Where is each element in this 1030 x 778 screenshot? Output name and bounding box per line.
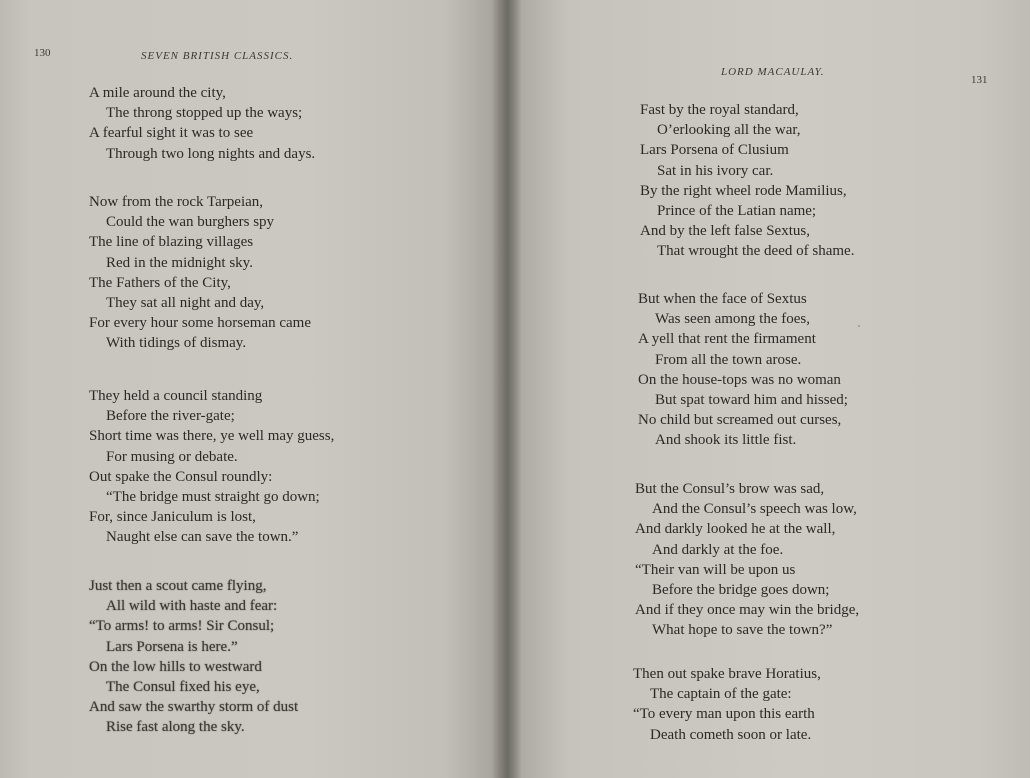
verse-line: “To every man upon this earth [633, 706, 815, 723]
left-stanza-1 [89, 83, 315, 164]
verse-line: And shook its little fist. [655, 432, 797, 449]
right-page [506, 0, 1030, 778]
verse-line: Red in the midnight sky. [106, 254, 253, 271]
right-stanza-3 [635, 479, 859, 641]
verse-line: Just then a scout came flying, [89, 578, 267, 594]
right-running-head: LORD MACAULAY. [721, 66, 825, 78]
verse-line: With tidings of dismay. [106, 335, 247, 352]
verse-line: “To arms! to arms! Sir Consul; [89, 618, 275, 635]
verse-line: Lars Porsena of Clusium [640, 142, 789, 159]
right-stanza-4 [633, 664, 821, 745]
verse-line: For every hour some horseman came [89, 315, 312, 332]
verse-line: And saw the swarthy storm of dust [89, 699, 299, 716]
verse-line: On the house-tops was no woman [638, 371, 841, 388]
verse-line: They held a council standing [89, 388, 263, 404]
verse-line: Could the wan burghers spy [106, 214, 275, 231]
verse-line: But spat toward him and hissed; [655, 392, 848, 409]
verse-line: The Fathers of the City, [89, 274, 231, 291]
verse-line: For, since Janiculum is lost, [89, 509, 256, 526]
ink-speck [858, 325, 860, 327]
verse-line: Naught else can save the town.” [106, 529, 299, 546]
verse-line: Short time was there, ye well may guess, [89, 428, 335, 445]
verse-line: Prince of the Latian name; [657, 203, 817, 220]
verse-line: All wild with haste and fear: [106, 598, 278, 615]
verse-line: The Consul fixed his eye, [106, 679, 260, 696]
verse-line: The throng stopped up the ways; [106, 105, 303, 122]
verse-line: But the Consul’s brow was sad, [635, 481, 825, 497]
verse-line: No child but screamed out curses, [638, 412, 842, 429]
verse-line: Now from the rock Tarpeian, [89, 194, 264, 210]
verse-line: That wrought the deed of shame. [657, 243, 855, 260]
right-page-number: 131 [971, 74, 988, 86]
right-stanza-1 [640, 100, 854, 262]
verse-line: Through two long nights and days. [106, 145, 316, 162]
verse-line: For musing or debate. [106, 448, 238, 465]
verse-line: Before the river-gate; [106, 408, 235, 425]
verse-line: Sat in his ivory car. [657, 162, 774, 179]
verse-line: A mile around the city, [89, 85, 226, 101]
verse-line: Was seen among the foes, [655, 311, 810, 328]
verse-line: And darkly looked he at the wall, [635, 521, 836, 538]
verse-line: And darkly at the foe. [652, 541, 784, 558]
verse-line: Lars Porsena is here.” [106, 638, 238, 655]
verse-line: And by the left false Sextus, [640, 223, 810, 240]
verse-line: From all the town arose. [655, 351, 802, 368]
verse-line: Rise fast along the sky. [106, 719, 245, 736]
verse-line: And if they once may win the bridge, [635, 602, 860, 619]
verse-line: But when the face of Sextus [638, 291, 807, 307]
verse-line: What hope to save the town?” [652, 622, 833, 639]
left-stanza-2 [89, 192, 311, 354]
verse-line: And the Consul’s speech was low, [652, 501, 857, 518]
verse-line: Fast by the royal standard, [640, 102, 799, 118]
verse-line: Then out spake brave Horatius, [633, 666, 821, 682]
left-stanza-4 [89, 576, 298, 738]
left-running-head: SEVEN BRITISH CLASSICS. [141, 50, 294, 62]
verse-line: By the right wheel rode Mamilius, [640, 182, 847, 199]
verse-line: Before the bridge goes down; [652, 582, 830, 599]
left-page-number: 130 [34, 47, 51, 59]
verse-line: “The bridge must straight go down; [106, 489, 320, 506]
verse-line: Out spake the Consul roundly: [89, 468, 273, 485]
verse-line: A fearful sight it was to see [89, 125, 254, 142]
verse-line: “Their van will be upon us [635, 561, 796, 578]
verse-line: On the low hills to westward [89, 658, 262, 675]
verse-line: The line of blazing villages [89, 234, 254, 251]
verse-line: They sat all night and day, [106, 295, 265, 312]
verse-line: A yell that rent the firmament [638, 331, 816, 348]
left-stanza-3 [89, 386, 334, 548]
verse-line: The captain of the gate: [650, 686, 792, 703]
right-stanza-2 [638, 289, 848, 451]
verse-line: O’erlooking all the war, [657, 122, 801, 139]
verse-line: Death cometh soon or late. [650, 726, 812, 743]
left-page [0, 0, 506, 778]
